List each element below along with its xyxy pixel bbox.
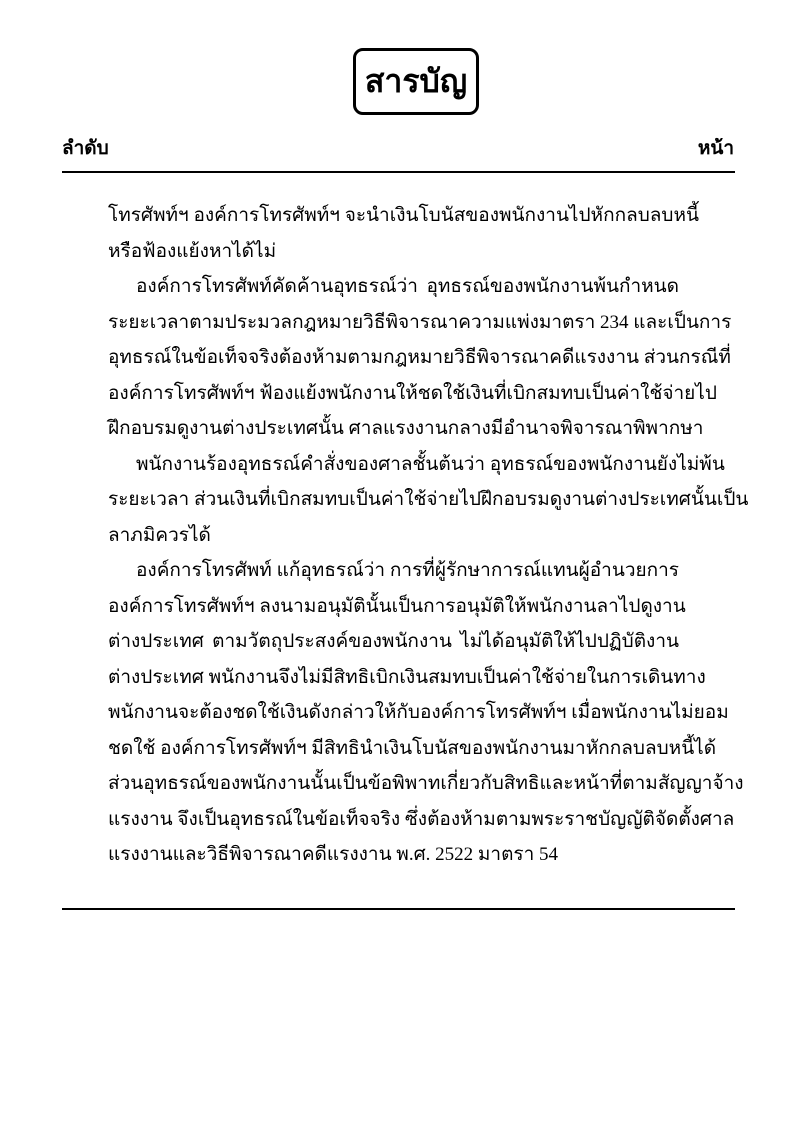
text-line: องค์การโทรศัพท์คัดค้านอุทธรณ์ว่า อุทธรณ์ของพนักงานพ้นกำหนด bbox=[136, 276, 679, 297]
column-header-order: ลำดับ bbox=[62, 137, 109, 159]
text-line: ต่างประเทศ ตามวัตถุประสงค์ของพนักงาน ไม่ได้อนุมัติให้ไปปฏิบัติงาน bbox=[108, 631, 679, 652]
bottom-divider bbox=[62, 908, 735, 910]
text-line: พนักงานร้องอุทธรณ์คำสั่งของศาลชั้นต้นว่า อุทธรณ์ของพนักงานยังไม่พ้น bbox=[136, 453, 725, 475]
text-line: ฝึกอบรมดูงานต่างประเทศนั้น ศาลแรงงานกลางมีอำนาจพิจารณาพิพากษา bbox=[108, 418, 704, 439]
text-line: องค์การโทรศัพท์ฯ ลงนามอนุมัตินั้นเป็นการอนุมัติให้พนักงานลาไปดูงาน bbox=[108, 595, 686, 617]
text-line: องค์การโทรศัพท์ฯ ฟ้องแย้งพนักงานให้ชดใช้เงินที่เบิกสมทบเป็นค่าใช้จ่ายไป bbox=[108, 382, 717, 404]
text-line: ระยะเวลา ส่วนเงินที่เบิกสมทบเป็นค่าใช้จ่ายไปฝึกอบรมดูงานต่างประเทศนั้นเป็น bbox=[108, 489, 749, 510]
page-title: สารบัญ bbox=[353, 48, 479, 115]
text-line: ลาภมิควรได้ bbox=[108, 524, 211, 546]
text-line: ต่างประเทศ พนักงานจึงไม่มีสิทธิเบิกเงินสมทบเป็นค่าใช้จ่ายในการเดินทาง bbox=[108, 666, 706, 688]
text-line: หรือฟ้องแย้งหาได้ไม่ bbox=[108, 240, 277, 262]
text-line: ส่วนอุทธรณ์ของพนักงานนั้นเป็นข้อพิพาทเกี่ยวกับสิทธิและหน้าที่ตามสัญญาจ้าง bbox=[108, 773, 744, 794]
text-line: โทรศัพท์ฯ องค์การโทรศัพท์ฯ จะนำเงินโบนัสของพนักงานไปหักกลบลบหนี้ bbox=[108, 205, 700, 226]
text-line: แรงงานและวิธีพิจารณาคดีแรงงาน พ.ศ. 2522 มาตรา 54 bbox=[108, 844, 559, 865]
text-line: แรงงาน จึงเป็นอุทธรณ์ในข้อเท็จจริง ซึ่งต้องห้ามตามพระราชบัญญัติจัดตั้งศาล bbox=[108, 808, 735, 830]
column-header-page: หน้า bbox=[697, 137, 734, 159]
text-line: ชดใช้ องค์การโทรศัพท์ฯ มีสิทธินำเงินโบนัสของพนักงานมาหักกลบลบหนี้ได้ bbox=[108, 737, 717, 759]
text-line: องค์การโทรศัพท์ แก้อุทธรณ์ว่า การที่ผู้รักษาการณ์แทนผู้อำนวยการ bbox=[136, 560, 679, 581]
text-line: ระยะเวลาตามประมวลกฎหมายวิธีพิจารณาความแพ่งมาตรา 234 และเป็นการ bbox=[108, 311, 732, 333]
body-text bbox=[108, 198, 749, 873]
text-line: อุทธรณ์ในข้อเท็จจริงต้องห้ามตามกฎหมายวิธีพิจารณาคดีแรงงาน ส่วนกรณีที่ bbox=[108, 347, 731, 368]
top-divider bbox=[62, 171, 735, 173]
text-line: พนักงานจะต้องชดใช้เงินดังกล่าวให้กับองค์การโทรศัพท์ฯ เมื่อพนักงานไม่ยอม bbox=[108, 702, 729, 723]
